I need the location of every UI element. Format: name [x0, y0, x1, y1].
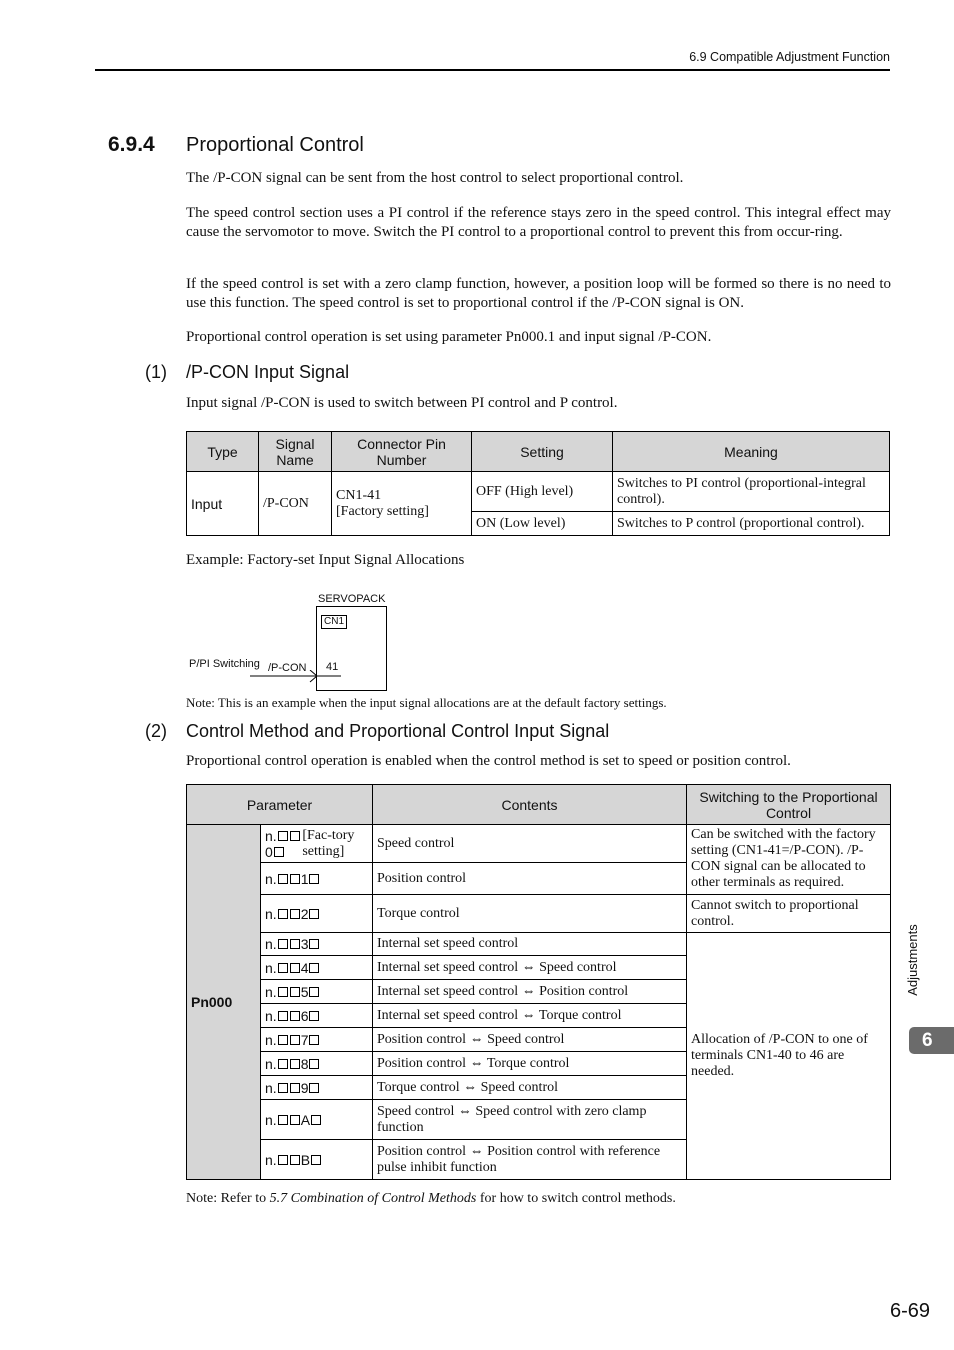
paragraph-4: Proportional control operation is set using parameter Pn000.1 and input signal /P-CON.: [186, 329, 712, 345]
setting-on: ON (Low level): [472, 512, 613, 536]
contents-cell: Position control ⇔ Position control with reference pulse inhibit function: [373, 1140, 687, 1180]
pcon-signal-table: [186, 431, 890, 536]
paragraph-1: The /P-CON signal can be sent from the host control to select proportional control.: [186, 170, 684, 186]
param-code: n.0 [Fac-tory setting]: [261, 825, 373, 863]
param-code: n. 2: [261, 895, 373, 933]
param-code: n. 5: [261, 980, 373, 1004]
pi-switching-label: P/PI Switching: [189, 658, 260, 670]
col-header-contents: Contents: [373, 785, 687, 825]
meaning-off: Switches to PI control (proportional-integral control).: [613, 472, 890, 512]
pin-41-label: 41: [326, 661, 339, 673]
col-header-switching: Switching to the Proportional Control: [687, 785, 891, 825]
header-rule: [95, 69, 890, 71]
param-code: n. B: [261, 1140, 373, 1180]
meaning-on: Switches to P control (proportional control).: [613, 512, 890, 536]
contents-cell: Internal set speed control ⇔ Position control: [373, 980, 687, 1004]
param-code: n. 4: [261, 956, 373, 980]
col-header-type: Type: [187, 432, 259, 472]
connector-pin-line2: [Factory setting]: [336, 503, 429, 519]
signal-wire: [248, 670, 343, 690]
param-code: n. 3: [261, 933, 373, 956]
col-header-signal: Signal Name: [259, 432, 332, 472]
switch-allocation: Allocation of /P-CON to one of terminals CN1-40 to 46 are needed.: [687, 933, 891, 1180]
col-header-setting: Setting: [472, 432, 613, 472]
control-methods-note: Note: Refer to 5.7 Combination of Control Methods for how to switch control methods.: [186, 1191, 676, 1206]
switch-cannot: Cannot switch to proportional control.: [687, 895, 891, 933]
contents-cell: Position control: [373, 863, 687, 895]
pcon-wire-label: /P-CON: [268, 662, 307, 674]
param-code: n. 1: [261, 863, 373, 895]
signal-name: /P-CON: [259, 472, 332, 536]
param-code: n. 6: [261, 1004, 373, 1028]
paragraph-2: The speed control section uses a PI control if the reference stays zero in the speed control. This integral effect may cause the servomotor to move. Switch the PI control to a proportional control to prevent this from occur-ring.: [186, 205, 891, 240]
cross-reference[interactable]: 5.7 Combination of Control Methods: [269, 1191, 477, 1206]
section-number: 6.9.4: [108, 133, 155, 156]
switch-factory-setting: Can be switched with the factory setting (CN1-41=/P-CON). /P-CON signal can be allocated to other terminals as required.: [687, 825, 891, 895]
col-header-meaning: Meaning: [613, 432, 890, 472]
signal-type: Input: [187, 472, 259, 536]
example-caption: Example: Factory-set Input Signal Allocations: [186, 552, 465, 568]
contents-cell: Internal set speed control ⇔ Torque control: [373, 1004, 687, 1028]
param-code: n. 7: [261, 1028, 373, 1052]
subsection-1-title: /P-CON Input Signal: [186, 362, 350, 382]
subsection-2-intro: Proportional control operation is enabled when the control method is set to speed or position control.: [186, 753, 791, 769]
param-code: n. 8: [261, 1052, 373, 1076]
contents-cell: Position control ⇔ Torque control: [373, 1052, 687, 1076]
connector-pin-line1: CN1-41: [336, 487, 382, 503]
diagram-note: Note: This is an example when the input signal allocations are at the default factory settings.: [186, 695, 667, 710]
param-pn000: Pn000: [187, 825, 261, 1180]
chapter-tab: 6: [909, 1027, 954, 1054]
contents-cell: Internal set speed control ⇔ Speed control: [373, 956, 687, 980]
param-code: n. 9: [261, 1076, 373, 1100]
col-header-parameter: Parameter: [187, 785, 373, 825]
chapter-side-label: Adjustments: [905, 924, 920, 996]
contents-cell: Speed control ⇔ Speed control with zero clamp function: [373, 1100, 687, 1140]
subsection-1-number: (1): [145, 362, 167, 382]
subsection-1-intro: Input signal /P-CON is used to switch between PI control and P control.: [186, 395, 618, 411]
subsection-2-number: (2): [145, 721, 167, 741]
servopack-label: SERVOPACK: [318, 593, 386, 605]
control-method-table: [186, 784, 891, 1180]
section-title: Proportional Control: [186, 134, 364, 156]
col-header-pin: Connector Pin Number: [332, 432, 472, 472]
paragraph-3: If the speed control is set with a zero clamp function, however, a position loop will be formed so there is no need to use this function. The speed control is set to proportional control if the /P-CON signal is ON.: [186, 276, 891, 311]
subsection-2-title: Control Method and Proportional Control Input Signal: [186, 721, 610, 741]
contents-cell: Torque control: [373, 895, 687, 933]
contents-cell: Speed control: [373, 825, 687, 863]
running-header: 6.9 Compatible Adjustment Function: [689, 50, 890, 64]
contents-cell: Position control ⇔ Speed control: [373, 1028, 687, 1052]
connector-pin: [332, 472, 472, 536]
page-number: 6-69: [889, 1300, 930, 1322]
contents-cell: Torque control ⇔ Speed control: [373, 1076, 687, 1100]
setting-off: OFF (High level): [472, 472, 613, 512]
param-code: n. A: [261, 1100, 373, 1140]
contents-cell: Internal set speed control: [373, 933, 687, 956]
cn1-label: CN1: [321, 615, 347, 629]
